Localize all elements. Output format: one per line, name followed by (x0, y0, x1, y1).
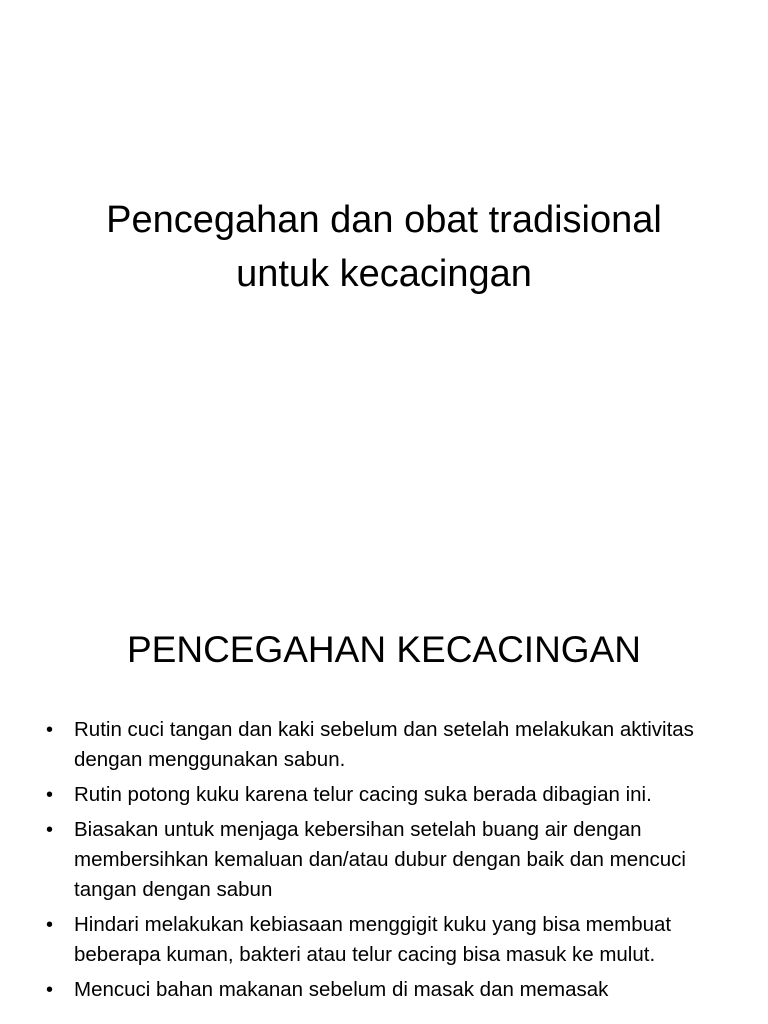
bullet-item (46, 975, 736, 1005)
bullet-text: Biasakan untuk menjaga kebersihan setelah buang air dengan membersihkan kemaluan dan/atau dubur dengan baik dan mencuci tangan dengan sabun (74, 818, 686, 901)
bullet-item (46, 780, 736, 810)
bullet-icon: • (46, 719, 54, 741)
bullet-item (46, 815, 736, 905)
presentation-title (40, 193, 728, 301)
bullet-icon: • (46, 819, 54, 841)
section-title: PENCEGAHAN KECACINGAN (127, 629, 641, 670)
slide-prevention (0, 576, 768, 1024)
bullet-icon: • (46, 979, 54, 1001)
bullet-icon: • (46, 784, 54, 806)
bullet-text: Hindari melakukan kebiasaan menggigit kuku yang bisa membuat beberapa kuman, bakteri atau telur cacing bisa masuk ke mulut. (74, 913, 672, 966)
bullet-item (46, 715, 736, 775)
title-line-1: Pencegahan dan obat tradisional (106, 199, 662, 241)
bullet-item (46, 910, 736, 970)
bullet-text: Rutin cuci tangan dan kaki sebelum dan setelah melakukan aktivitas dengan menggunakan sabun. (74, 718, 694, 771)
title-line-2: untuk kecacingan (236, 253, 532, 295)
bullet-icon: • (46, 914, 54, 936)
bullet-list (46, 715, 736, 1010)
bullet-text: Mencuci bahan makanan sebelum di masak dan memasak (74, 978, 609, 1001)
bullet-text: Rutin potong kuku karena telur cacing suka berada dibagian ini. (74, 783, 652, 806)
